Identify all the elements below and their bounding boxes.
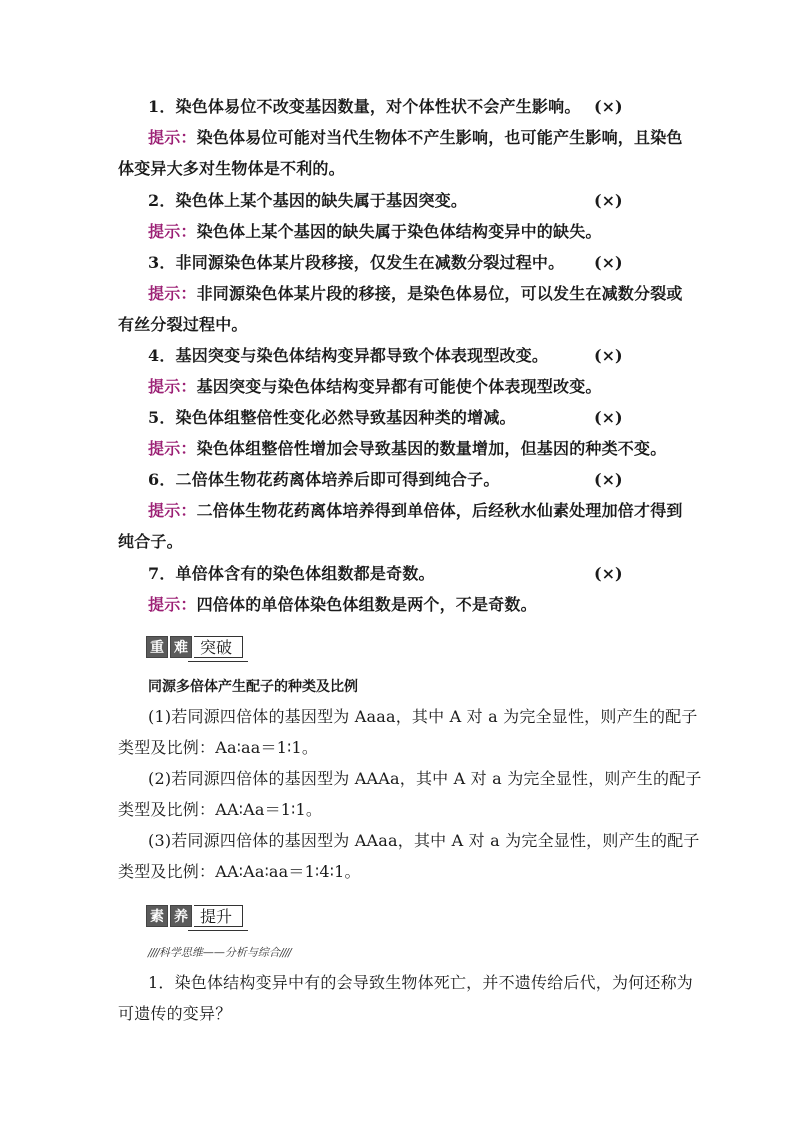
hint-3-line-1 bbox=[148, 283, 683, 305]
question-4: 4．基因突变与染色体结构变异都导致个体表现型改变。 bbox=[148, 346, 549, 365]
hint-3-line-2: 有丝分裂过程中。 bbox=[118, 315, 248, 334]
paragraph-1-line-2: 类型及比例：Aa∶aa＝1∶1。 bbox=[118, 738, 319, 757]
heading-char: 重 bbox=[146, 636, 168, 658]
heading-tail: 突破 bbox=[194, 636, 243, 658]
answer-mark-7: (×) bbox=[594, 564, 623, 583]
hint-label: 提示： bbox=[148, 222, 197, 241]
question-7: 7．单倍体含有的染色体组数都是奇数。 bbox=[148, 564, 435, 583]
heading-tail: 提升 bbox=[194, 905, 243, 927]
hint-text: 基因突变与染色体结构变异都有可能使个体表现型改变。 bbox=[196, 377, 602, 396]
hint-text: 非同源染色体某片段的移接，是染色体易位，可以发生在减数分裂或 bbox=[196, 284, 683, 303]
hint-text: 染色体上某个基因的缺失属于染色体结构变异中的缺失。 bbox=[196, 222, 602, 241]
hint-text: 染色体易位可能对当代生物体不产生影响，也可能产生影响，且染色 bbox=[196, 128, 683, 147]
question-literacy-1-line-1: 1．染色体结构变异中有的会导致生物体死亡，并不遗传给后代，为何还称为 bbox=[148, 973, 693, 992]
section-subheading: 同源多倍体产生配子的种类及比例 bbox=[148, 679, 358, 695]
paragraph-2-line-1: (2)若同源四倍体的基因型为 AAAa，其中 A 对 a 为完全显性，则产生的配子 bbox=[148, 769, 702, 788]
question-literacy-1-line-2: 可遗传的变异？ bbox=[118, 1004, 232, 1023]
heading-char: 难 bbox=[170, 636, 192, 658]
hint-5-line-1 bbox=[148, 438, 666, 460]
answer-mark-4: (×) bbox=[594, 346, 623, 365]
section-heading-key-points bbox=[146, 636, 243, 658]
hint-label: 提示： bbox=[148, 128, 197, 147]
hint-label: 提示： bbox=[148, 595, 197, 614]
hint-2-line-1 bbox=[148, 221, 602, 243]
question-2: 2．染色体上某个基因的缺失属于基因突变。 bbox=[148, 191, 468, 210]
answer-mark-2: (×) bbox=[594, 191, 623, 210]
question-5: 5．染色体组整倍性变化必然导致基因种类的增减。 bbox=[148, 408, 516, 427]
paragraph-2-line-2: 类型及比例：AA∶Aa＝1∶1。 bbox=[118, 800, 323, 819]
answer-mark-6: (×) bbox=[594, 470, 623, 489]
question-3: 3．非同源染色体某片段移接，仅发生在减数分裂过程中。 bbox=[148, 253, 565, 272]
answer-mark-1: (×) bbox=[594, 97, 623, 116]
paragraph-3-line-1: (3)若同源四倍体的基因型为 AAaa，其中 A 对 a 为完全显性，则产生的配子 bbox=[148, 831, 700, 850]
hint-text: 四倍体的单倍体染色体组数是两个，不是奇数。 bbox=[196, 595, 537, 614]
tag-slashes-left: //// bbox=[148, 946, 159, 959]
hint-6-line-1 bbox=[148, 500, 683, 522]
heading-char: 养 bbox=[170, 905, 192, 927]
heading-char: 素 bbox=[146, 905, 168, 927]
hint-label: 提示： bbox=[148, 501, 197, 520]
hint-text: 二倍体生物花药离体培养得到单倍体，后经秋水仙素处理加倍才得到 bbox=[196, 501, 683, 520]
section-heading-literacy bbox=[146, 905, 243, 927]
paragraph-3-line-2: 类型及比例：AA∶Aa∶aa＝1∶4∶1。 bbox=[118, 862, 361, 881]
hint-1-line-2: 体变异大多对生物体是不利的。 bbox=[118, 159, 345, 178]
hint-7-line-1 bbox=[148, 594, 537, 616]
hint-text: 染色体组整倍性增加会导致基因的数量增加，但基因的种类不变。 bbox=[196, 439, 667, 458]
tag-slashes-right: //// bbox=[279, 946, 291, 959]
tag-text: 科学思维——分析与综合 bbox=[158, 946, 280, 959]
answer-mark-3: (×) bbox=[594, 253, 623, 272]
hint-4-line-1 bbox=[148, 376, 602, 398]
paragraph-1-line-1: (1)若同源四倍体的基因型为 Aaaa，其中 A 对 a 为完全显性，则产生的配子 bbox=[148, 707, 698, 726]
hint-6-line-2: 纯合子。 bbox=[118, 532, 183, 551]
hint-label: 提示： bbox=[148, 439, 197, 458]
competency-tag bbox=[148, 945, 291, 961]
hint-1-line-1 bbox=[148, 127, 683, 149]
hint-label: 提示： bbox=[148, 377, 197, 396]
hint-label: 提示： bbox=[148, 284, 197, 303]
answer-mark-5: (×) bbox=[594, 408, 623, 427]
question-1: 1．染色体易位不改变基因数量，对个体性状不会产生影响。 bbox=[148, 97, 581, 116]
question-6: 6．二倍体生物花药离体培养后即可得到纯合子。 bbox=[148, 470, 500, 489]
